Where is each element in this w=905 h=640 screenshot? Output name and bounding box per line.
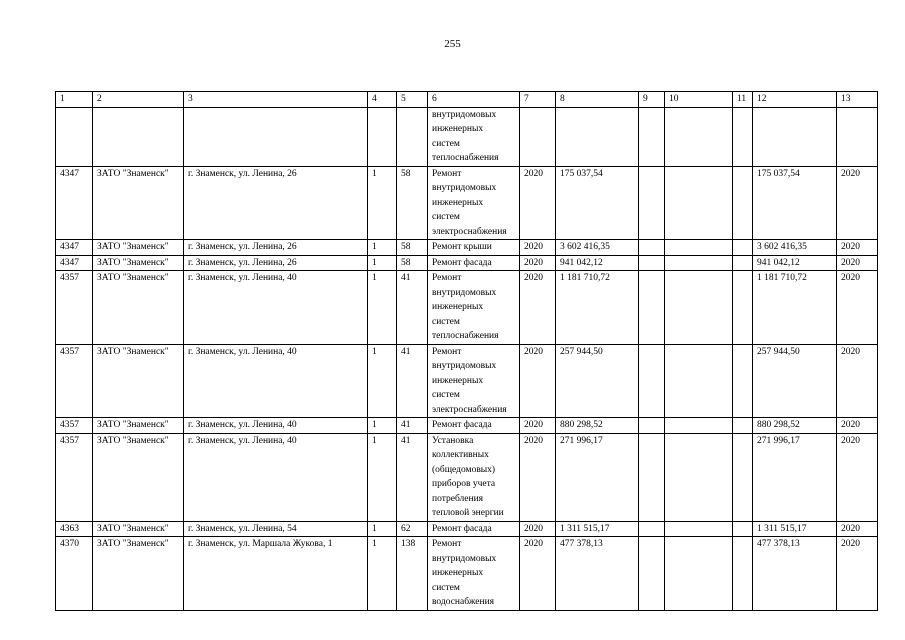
municipality-cell: ЗАТО "Знаменск" — [93, 418, 184, 434]
year-cell: 2020 — [520, 271, 556, 345]
address-cell: г. Знаменск, ул. Ленина, 40 — [184, 433, 368, 521]
col9-cell — [639, 344, 665, 418]
row-number-cell: 4357 — [56, 418, 93, 434]
cost-cell: 257 944,50 — [556, 344, 639, 418]
municipality-cell: ЗАТО "Знаменск" — [93, 521, 184, 537]
year-cell: 2020 — [520, 418, 556, 434]
work-type-cell: Ремонт внутридомовых инженерных систем электроснабжения — [428, 344, 520, 418]
municipality-cell — [93, 107, 184, 166]
col4-cell — [368, 107, 397, 166]
row-number-cell: 4363 — [56, 521, 93, 537]
year-cell: 2020 — [520, 255, 556, 271]
col9-cell — [639, 107, 665, 166]
col10-cell — [665, 107, 733, 166]
column-header: 7 — [520, 92, 556, 108]
deadline-cell: 2020 — [837, 240, 878, 256]
municipality-cell: ЗАТО "Знаменск" — [93, 537, 184, 611]
cost-cell: 175 037,54 — [556, 166, 639, 240]
row-number-cell — [56, 107, 93, 166]
col4-cell: 1 — [368, 240, 397, 256]
address-cell: г. Знаменск, ул. Ленина, 26 — [184, 166, 368, 240]
deadline-cell: 2020 — [837, 271, 878, 345]
col10-cell — [665, 537, 733, 611]
table-row — [56, 166, 878, 240]
column-header: 1 — [56, 92, 93, 108]
row-number-cell: 4357 — [56, 344, 93, 418]
deadline-cell — [837, 107, 878, 166]
year-cell: 2020 — [520, 521, 556, 537]
col5-cell: 58 — [397, 240, 428, 256]
municipality-cell: ЗАТО "Знаменск" — [93, 166, 184, 240]
column-header: 6 — [428, 92, 520, 108]
col11-cell — [733, 166, 753, 240]
deadline-cell: 2020 — [837, 433, 878, 521]
year-cell: 2020 — [520, 537, 556, 611]
address-cell: г. Знаменск, ул. Ленина, 54 — [184, 521, 368, 537]
col4-cell: 1 — [368, 433, 397, 521]
total-cost-cell: 880 298,52 — [753, 418, 837, 434]
column-header: 2 — [93, 92, 184, 108]
col5-cell: 58 — [397, 166, 428, 240]
col5-cell: 41 — [397, 433, 428, 521]
capital-repair-table — [55, 91, 878, 611]
year-cell: 2020 — [520, 433, 556, 521]
header-row — [56, 92, 878, 108]
table-row — [56, 107, 878, 166]
col10-cell — [665, 433, 733, 521]
col4-cell: 1 — [368, 537, 397, 611]
work-type-cell: Ремонт фасада — [428, 521, 520, 537]
row-number-cell: 4357 — [56, 433, 93, 521]
col10-cell — [665, 344, 733, 418]
table-row — [56, 344, 878, 418]
municipality-cell: ЗАТО "Знаменск" — [93, 240, 184, 256]
address-cell: г. Знаменск, ул. Ленина, 40 — [184, 344, 368, 418]
column-header: 5 — [397, 92, 428, 108]
total-cost-cell — [753, 107, 837, 166]
cost-cell: 271 996,17 — [556, 433, 639, 521]
table-row — [56, 521, 878, 537]
table-row — [56, 537, 878, 611]
total-cost-cell: 1 311 515,17 — [753, 521, 837, 537]
col10-cell — [665, 521, 733, 537]
work-type-cell: внутридомовых инженерных систем теплоснабжения — [428, 107, 520, 166]
col11-cell — [733, 271, 753, 345]
column-header: 10 — [665, 92, 733, 108]
col5-cell: 138 — [397, 537, 428, 611]
col10-cell — [665, 255, 733, 271]
total-cost-cell: 3 602 416,35 — [753, 240, 837, 256]
cost-cell: 3 602 416,35 — [556, 240, 639, 256]
col10-cell — [665, 166, 733, 240]
col4-cell: 1 — [368, 418, 397, 434]
col9-cell — [639, 271, 665, 345]
col5-cell — [397, 107, 428, 166]
col9-cell — [639, 521, 665, 537]
address-cell: г. Знаменск, ул. Ленина, 26 — [184, 255, 368, 271]
table-row — [56, 271, 878, 345]
year-cell: 2020 — [520, 344, 556, 418]
year-cell: 2020 — [520, 166, 556, 240]
col4-cell: 1 — [368, 166, 397, 240]
year-cell — [520, 107, 556, 166]
work-type-cell: Ремонт внутридомовых инженерных систем электроснабжения — [428, 166, 520, 240]
deadline-cell: 2020 — [837, 521, 878, 537]
address-cell: г. Знаменск, ул. Маршала Жукова, 1 — [184, 537, 368, 611]
col10-cell — [665, 240, 733, 256]
deadline-cell: 2020 — [837, 255, 878, 271]
address-cell — [184, 107, 368, 166]
table-row — [56, 418, 878, 434]
table-row — [56, 255, 878, 271]
row-number-cell: 4357 — [56, 271, 93, 345]
col11-cell — [733, 433, 753, 521]
municipality-cell: ЗАТО "Знаменск" — [93, 255, 184, 271]
work-type-cell: Ремонт фасада — [428, 255, 520, 271]
work-type-cell: Ремонт внутридомовых инженерных систем теплоснабжения — [428, 271, 520, 345]
total-cost-cell: 1 181 710,72 — [753, 271, 837, 345]
column-header: 9 — [639, 92, 665, 108]
municipality-cell: ЗАТО "Знаменск" — [93, 433, 184, 521]
column-header: 12 — [753, 92, 837, 108]
cost-cell: 1 311 515,17 — [556, 521, 639, 537]
col4-cell: 1 — [368, 255, 397, 271]
cost-cell: 880 298,52 — [556, 418, 639, 434]
cost-cell — [556, 107, 639, 166]
col11-cell — [733, 255, 753, 271]
total-cost-cell: 257 944,50 — [753, 344, 837, 418]
cost-cell: 477 378,13 — [556, 537, 639, 611]
work-type-cell: Ремонт фасада — [428, 418, 520, 434]
col5-cell: 62 — [397, 521, 428, 537]
col9-cell — [639, 433, 665, 521]
total-cost-cell: 477 378,13 — [753, 537, 837, 611]
col10-cell — [665, 271, 733, 345]
col5-cell: 41 — [397, 271, 428, 345]
total-cost-cell: 175 037,54 — [753, 166, 837, 240]
col4-cell: 1 — [368, 271, 397, 345]
row-number-cell: 4347 — [56, 255, 93, 271]
deadline-cell: 2020 — [837, 166, 878, 240]
table-row — [56, 240, 878, 256]
col11-cell — [733, 418, 753, 434]
address-cell: г. Знаменск, ул. Ленина, 40 — [184, 271, 368, 345]
address-cell: г. Знаменск, ул. Ленина, 40 — [184, 418, 368, 434]
col9-cell — [639, 255, 665, 271]
col10-cell — [665, 418, 733, 434]
col4-cell: 1 — [368, 521, 397, 537]
col9-cell — [639, 240, 665, 256]
col9-cell — [639, 537, 665, 611]
work-type-cell: Ремонт крыши — [428, 240, 520, 256]
column-header: 3 — [184, 92, 368, 108]
row-number-cell: 4370 — [56, 537, 93, 611]
year-cell: 2020 — [520, 240, 556, 256]
page-number: 255 — [444, 38, 461, 50]
deadline-cell: 2020 — [837, 537, 878, 611]
row-number-cell: 4347 — [56, 166, 93, 240]
cost-cell: 1 181 710,72 — [556, 271, 639, 345]
column-header: 4 — [368, 92, 397, 108]
col9-cell — [639, 418, 665, 434]
municipality-cell: ЗАТО "Знаменск" — [93, 344, 184, 418]
col11-cell — [733, 521, 753, 537]
address-cell: г. Знаменск, ул. Ленина, 26 — [184, 240, 368, 256]
total-cost-cell: 271 996,17 — [753, 433, 837, 521]
table-row — [56, 433, 878, 521]
work-type-cell: Установка коллективных (общедомовых) приборов учета потребления тепловой энергии — [428, 433, 520, 521]
deadline-cell: 2020 — [837, 418, 878, 434]
col9-cell — [639, 166, 665, 240]
col11-cell — [733, 107, 753, 166]
work-type-cell: Ремонт внутридомовых инженерных систем водоснабжения — [428, 537, 520, 611]
row-number-cell: 4347 — [56, 240, 93, 256]
col11-cell — [733, 344, 753, 418]
column-header: 8 — [556, 92, 639, 108]
col11-cell — [733, 240, 753, 256]
column-header: 11 — [733, 92, 753, 108]
cost-cell: 941 042,12 — [556, 255, 639, 271]
col5-cell: 41 — [397, 418, 428, 434]
column-header: 13 — [837, 92, 878, 108]
municipality-cell: ЗАТО "Знаменск" — [93, 271, 184, 345]
col5-cell: 58 — [397, 255, 428, 271]
col4-cell: 1 — [368, 344, 397, 418]
deadline-cell: 2020 — [837, 344, 878, 418]
total-cost-cell: 941 042,12 — [753, 255, 837, 271]
col5-cell: 41 — [397, 344, 428, 418]
col11-cell — [733, 537, 753, 611]
